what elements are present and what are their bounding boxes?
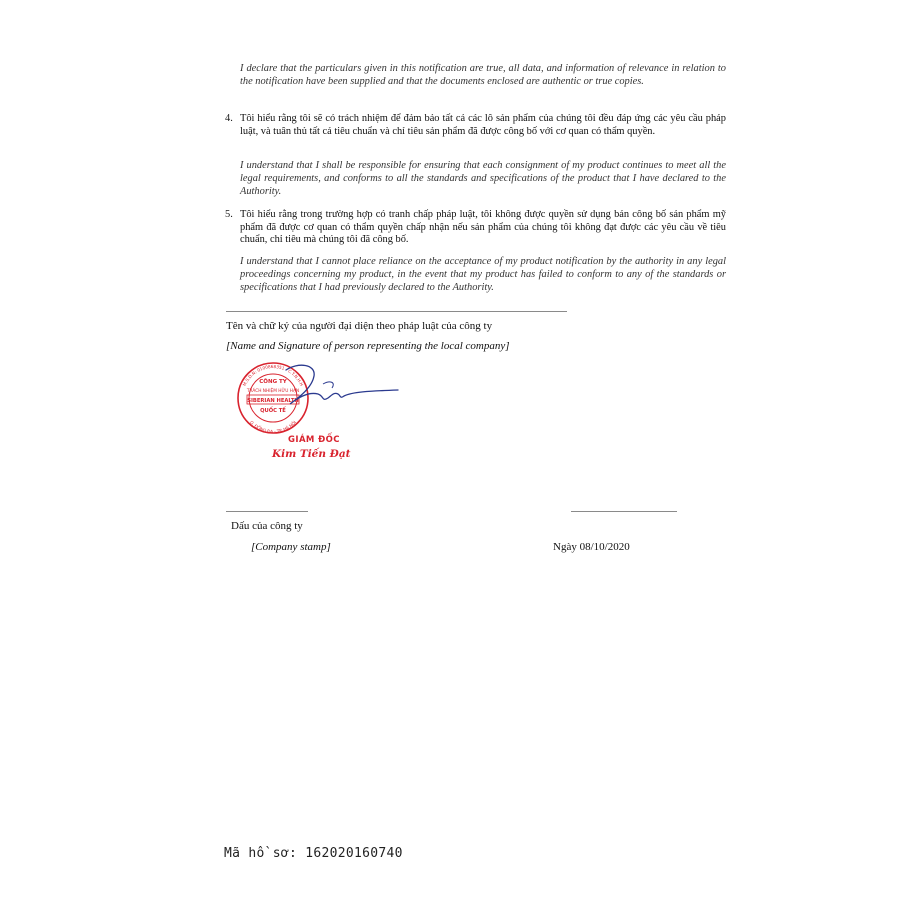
- company-seal-signature: [228, 358, 413, 468]
- svg-text:SIBERIAN HEALTH: SIBERIAN HEALTH: [247, 398, 299, 404]
- svg-text:Q. ĐỐNG ĐA - TP. HÀ NỘI: Q. ĐỐNG ĐA - TP. HÀ NỘI: [248, 419, 298, 435]
- item-number-4: 4.: [225, 113, 233, 124]
- date-text: Ngày 08/10/2020: [553, 541, 630, 553]
- company-stamp-line: [226, 511, 308, 512]
- svg-text:TRÁCH NHIỆM HỮU HẠN: TRÁCH NHIỆM HỮU HẠN: [246, 389, 300, 394]
- item-5-vietnamese: Tôi hiểu rằng trong trường hợp có tranh chấp pháp luật, tôi không được quyền sử dụng bản công bố sản phẩm mỹ phẩm đã được cơ quan có thẩm quyền chấp nhận nếu sản phẩm của chúng tôi không đạt được các yêu cầu về tiêu chuẩn, chỉ tiêu mà chúng tôi đã công bố.: [240, 209, 726, 246]
- svg-text:M.S.D.N: 0100868351 - C.T.N.H.: M.S.D.N: 0100868351 - C.T.N.H.H: [241, 363, 305, 387]
- company-stamp-label-vietnamese: Dấu của công ty: [231, 520, 303, 532]
- record-code: Mã hồ sơ: 162020160740: [224, 846, 403, 861]
- item-4-english: I understand that I shall be responsible for ensuring that each consignment of my product continues to meet all the legal requirements, and conforms to all the standards and specifications of the product that I have declared to the Authority.: [240, 160, 726, 197]
- item-5-english: I understand that I cannot place reliance on the acceptance of my product notification by the authority in any legal proceedings concerning my product, in the event that my product has failed to conform to any of the standards or specifications that I had previously declared to the Authority.: [240, 256, 726, 293]
- signature-label-english: [Name and Signature of person representing the local company]: [226, 340, 510, 352]
- signature-line: [226, 311, 567, 312]
- svg-text:QUỐC TẾ: QUỐC TẾ: [260, 408, 286, 414]
- company-stamp-label-english: [Company stamp]: [251, 541, 331, 553]
- date-line: [571, 511, 677, 512]
- director-name: Kim Tiến Đạt: [272, 448, 351, 460]
- item-4-vietnamese: Tôi hiểu rằng tôi sẽ có trách nhiệm để đảm bảo tất cả các lô sản phẩm của chúng tôi đều đáp ứng các yêu cầu pháp luật, và tuân thủ tất cả tiêu chuẩn và chỉ tiêu sản phẩm đã được công bố với cơ quan có thẩm quyền.: [240, 113, 726, 137]
- signature-label-vietnamese: Tên và chữ ký của người đại diện theo pháp luật của công ty: [226, 320, 493, 332]
- item-number-5: 5.: [225, 209, 233, 220]
- declaration-english: I declare that the particulars given in this notification are true, all data, and information of relevance in relation to the notification have been supplied and that the documents enclosed are authentic or true copies.: [240, 63, 726, 87]
- svg-text:CÔNG TY: CÔNG TY: [259, 379, 287, 385]
- director-title: GIÁM ĐỐC: [288, 435, 340, 445]
